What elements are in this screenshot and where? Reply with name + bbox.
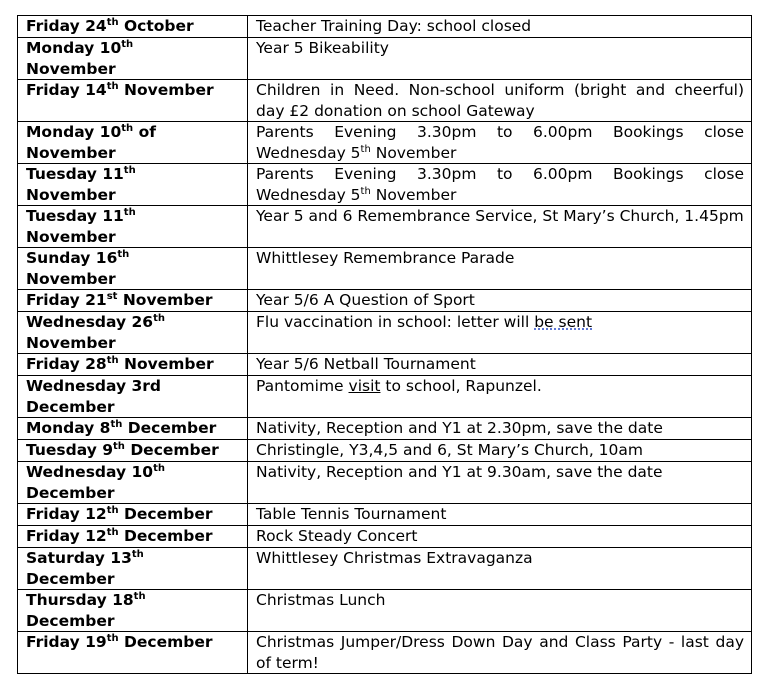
- text-segment: November: [117, 291, 213, 309]
- ordinal-suffix: th: [110, 419, 123, 430]
- text-segment: November: [26, 333, 116, 352]
- text-segment: Year 5/6 Netball Tournament: [256, 355, 476, 373]
- event-description: [248, 462, 752, 504]
- event-description: [248, 16, 752, 38]
- event-row: [18, 312, 752, 354]
- event-description: [248, 526, 752, 548]
- text-segment: November: [26, 227, 116, 246]
- event-date: [18, 206, 248, 248]
- event-date: [18, 164, 248, 206]
- text-segment: Year 5 and 6 Remembrance Service, St Mary’s Church, 1.45pm: [256, 207, 744, 225]
- text-segment: Christmas Lunch: [256, 591, 386, 609]
- text-segment: December: [26, 569, 115, 588]
- event-date: [18, 80, 248, 122]
- text-segment: Wednesday 10: [26, 463, 154, 481]
- event-row: [18, 38, 752, 80]
- text-segment: Saturday 13: [26, 549, 132, 567]
- event-date: [18, 590, 248, 632]
- event-date: [18, 632, 248, 674]
- text-segment: Friday 24: [26, 17, 107, 35]
- event-row: [18, 504, 752, 526]
- text-segment: Year 5 Bikeability: [256, 39, 389, 57]
- text-segment: Friday 28: [26, 355, 107, 373]
- text-segment: Whittlesey Christmas Extravaganza: [256, 549, 533, 567]
- events-table-body: [18, 16, 752, 674]
- ordinal-suffix: th: [106, 81, 119, 92]
- ordinal-suffix: st: [106, 291, 118, 302]
- event-description: [248, 206, 752, 248]
- text-segment: November: [26, 59, 116, 78]
- event-date: [18, 504, 248, 526]
- text-segment: Nativity, Reception and Y1 at 2.30pm, save the date: [256, 419, 663, 437]
- text-segment: December: [124, 441, 219, 459]
- event-row: [18, 526, 752, 548]
- ordinal-suffix: th: [113, 441, 125, 452]
- ordinal-suffix: th: [106, 527, 119, 538]
- ordinal-suffix: th: [360, 143, 371, 155]
- event-description: [248, 248, 752, 290]
- text-segment: November: [118, 81, 214, 99]
- text-segment: Wednesday 3rd December: [26, 377, 162, 416]
- event-row: [18, 590, 752, 632]
- events-table: [17, 15, 752, 674]
- text-segment: Flu vaccination in school: letter will be sent: [256, 313, 593, 331]
- event-row: [18, 206, 752, 248]
- text-segment: December: [122, 419, 217, 437]
- ordinal-suffix: th: [123, 207, 136, 218]
- event-date: [18, 548, 248, 590]
- text-segment: November: [370, 185, 457, 204]
- ordinal-suffix: th: [133, 591, 146, 602]
- text-segment: December: [118, 633, 213, 651]
- text-segment: Monday 8: [26, 419, 111, 437]
- text-segment: Tuesday 11: [26, 207, 124, 225]
- text-segment: Thursday 18: [26, 591, 134, 609]
- text-segment: of November: [26, 123, 156, 162]
- event-description: [248, 354, 752, 376]
- text-segment: Pantomime visit to school, Rapunzel.: [256, 377, 542, 395]
- text-segment: November: [118, 355, 214, 373]
- text-segment: Table Tennis Tournament: [256, 505, 447, 523]
- text-segment: December: [118, 505, 213, 523]
- event-description: [248, 80, 752, 122]
- text-segment: Teacher Training Day: school closed: [256, 17, 532, 35]
- event-date: [18, 440, 248, 462]
- event-date: [18, 354, 248, 376]
- text-segment: Friday 19: [26, 633, 107, 651]
- event-row: [18, 80, 752, 122]
- text-segment: Christingle, Y3,4,5 and 6, St Mary’s Church, 10am: [256, 441, 643, 459]
- text-segment: Tuesday 11: [26, 165, 124, 183]
- event-date: [18, 526, 248, 548]
- text-segment: Children in Need. Non-school uniform (bright and cheerful) day £2 donation on school Gateway: [256, 81, 744, 120]
- event-description: [248, 418, 752, 440]
- event-row: [18, 548, 752, 590]
- text-segment: December: [26, 611, 115, 630]
- ordinal-suffix: th: [123, 165, 136, 176]
- text-segment: December: [26, 483, 115, 502]
- event-row: [18, 16, 752, 38]
- text-segment: Friday 12: [26, 527, 107, 545]
- text-segment: Year 5/6 A Question of Sport: [256, 291, 475, 309]
- event-description: [248, 312, 752, 354]
- text-segment: Friday 14: [26, 81, 107, 99]
- event-row: [18, 354, 752, 376]
- event-description: [248, 290, 752, 312]
- ordinal-suffix: th: [106, 505, 119, 516]
- event-row: [18, 248, 752, 290]
- event-description: [248, 376, 752, 418]
- event-row: [18, 440, 752, 462]
- event-date: [18, 122, 248, 164]
- text-segment: Parents Evening 3.30pm to 6.00pm Bookings close Wednesday 5: [256, 123, 744, 162]
- event-row: [18, 290, 752, 312]
- text-segment: Rock Steady Concert: [256, 527, 418, 545]
- event-date: [18, 38, 248, 80]
- text-segment: Friday 21: [26, 291, 107, 309]
- ordinal-suffix: th: [117, 249, 130, 260]
- event-description: [248, 548, 752, 590]
- event-date: [18, 248, 248, 290]
- ordinal-suffix: th: [131, 549, 144, 560]
- event-date: [18, 290, 248, 312]
- event-description: [248, 164, 752, 206]
- ordinal-suffix: th: [106, 355, 119, 366]
- event-date: [18, 418, 248, 440]
- text-segment: Tuesday 9: [26, 441, 114, 459]
- ordinal-suffix: th: [153, 313, 165, 324]
- text-segment: November: [26, 269, 116, 288]
- event-row: [18, 418, 752, 440]
- event-date: [18, 16, 248, 38]
- text-segment: Christmas Jumper/Dress Down Day and Class Party - last day of term!: [256, 633, 744, 672]
- event-description: [248, 440, 752, 462]
- text-segment: Sunday 16: [26, 249, 118, 267]
- event-date: [18, 462, 248, 504]
- event-description: [248, 632, 752, 674]
- event-description: [248, 38, 752, 80]
- event-description: [248, 590, 752, 632]
- text-segment: December: [118, 527, 213, 545]
- event-row: [18, 164, 752, 206]
- text-segment: Parents Evening 3.30pm to 6.00pm Bookings close Wednesday 5: [256, 165, 744, 204]
- event-row: [18, 632, 752, 674]
- event-description: [248, 122, 752, 164]
- ordinal-suffix: th: [121, 123, 134, 134]
- event-row: [18, 376, 752, 418]
- text-segment: Friday 12: [26, 505, 107, 523]
- text-segment: October: [118, 17, 194, 35]
- ordinal-suffix: th: [121, 39, 134, 50]
- ordinal-suffix: th: [106, 633, 119, 644]
- text-segment: Wednesday 26: [26, 313, 154, 331]
- ordinal-suffix: th: [153, 463, 165, 474]
- event-description: [248, 504, 752, 526]
- ordinal-suffix: th: [106, 17, 119, 28]
- event-row: [18, 122, 752, 164]
- event-row: [18, 462, 752, 504]
- text-segment: November: [370, 143, 457, 162]
- text-segment: Nativity, Reception and Y1 at 9.30am, save the date: [256, 463, 663, 481]
- text-segment: Whittlesey Remembrance Parade: [256, 249, 515, 267]
- text-segment: Monday 10: [26, 39, 122, 57]
- ordinal-suffix: th: [360, 185, 371, 197]
- text-segment: November: [26, 185, 116, 204]
- event-date: [18, 312, 248, 354]
- event-date: [18, 376, 248, 418]
- text-segment: Monday 10: [26, 123, 122, 141]
